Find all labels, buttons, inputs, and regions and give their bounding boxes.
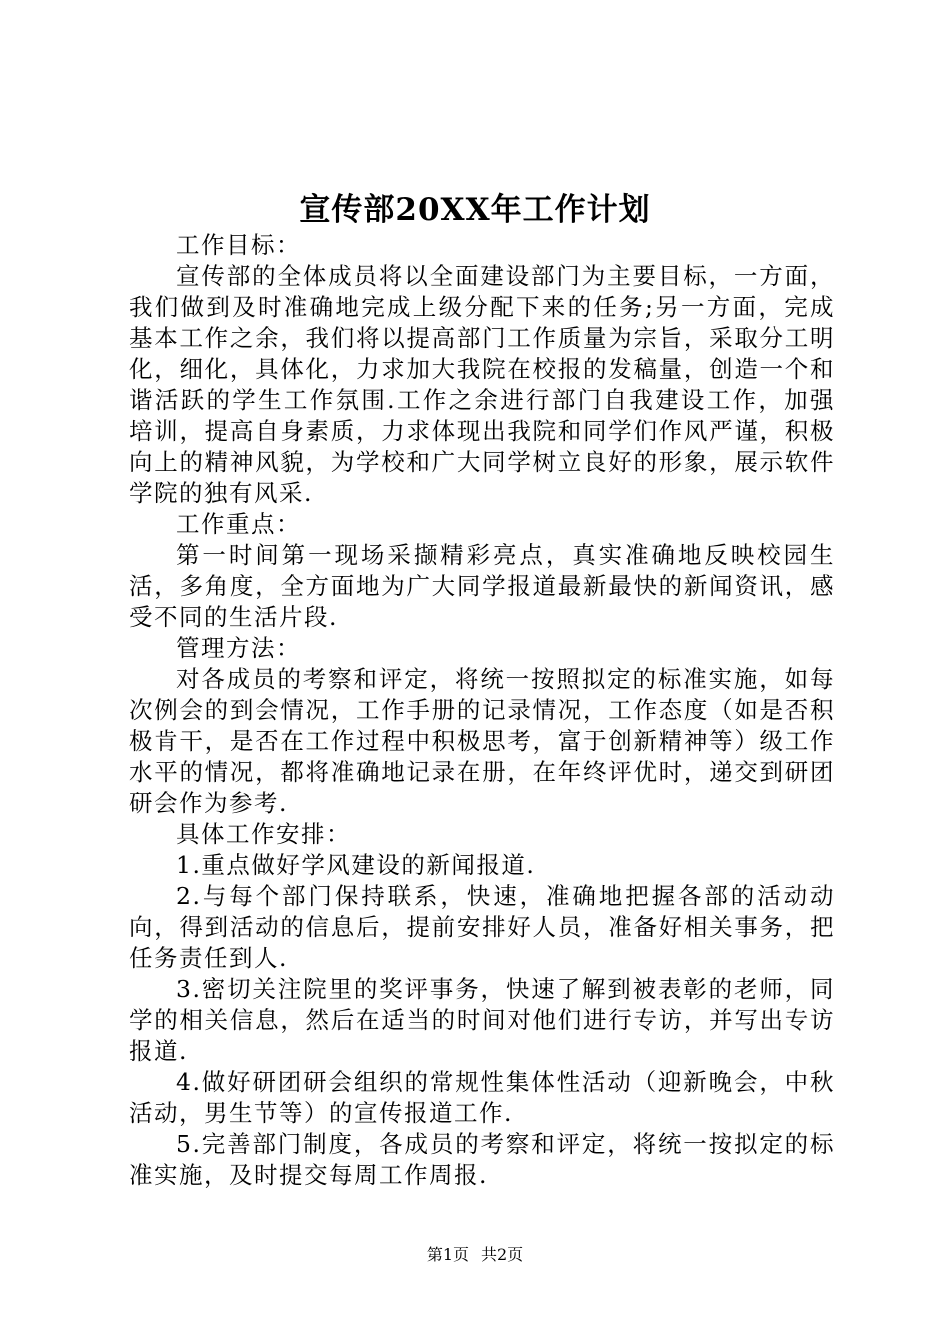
heading-management: 管理方法： [176, 634, 301, 662]
page-total: 共2页 [481, 1245, 524, 1264]
paragraph-work-goal: 宣传部的全体成员将以全面建设部门为主要目标，一方面，我们做到及时准确地完成上级分配下来的任务;另一方面，完成基本工作之余，我们将以提高部门工作质量为宗旨，采取分工明化，细化，具体化，力求加大我院在校报的发稿量，创造一个和谐活跃的学生工作氛围.工作之余进行部门自我建设工作，加强培训，提高自身素质，力求体现出我院和同学们作风严谨，积极向上的精神风貌，为学校和广大同学树立良好的形象，展示软件学院的独有风采. [129, 262, 835, 507]
page-number: 第1页 [426, 1245, 469, 1264]
heading-arrangements: 具体工作安排： [176, 820, 351, 848]
list-item-4: 4.做好研团研会组织的常规性集体性活动（迎新晚会，中秋活动，男生节等）的宣传报道工作. [129, 1068, 835, 1127]
heading-work-goal: 工作目标： [176, 231, 301, 259]
list-item-2: 2.与每个部门保持联系，快速，准确地把握各部的活动动向，得到活动的信息后，提前安排好人员，准备好相关事务，把任务责任到人. [129, 882, 835, 972]
document-title: 宣传部20XX年工作计划 [299, 192, 651, 228]
heading-work-focus: 工作重点： [176, 510, 301, 538]
document-body [129, 230, 835, 1191]
paragraph-management: 对各成员的考察和评定，将统一按照拟定的标准实施，如每次例会的到会情况，工作手册的记录情况，工作态度（如是否积极肯干，是否在工作过程中积极思考，富于创新精神等）级工作水平的情况，都将准确地记录在册，在年终评优时，递交到研团研会作为参考. [129, 665, 835, 817]
list-item-5: 5.完善部门制度，各成员的考察和评定，将统一按拟定的标准实施，及时提交每周工作周报. [129, 1130, 835, 1189]
list-item-1: 1.重点做好学风建设的新闻报道. [176, 851, 536, 879]
paragraph-work-focus: 第一时间第一现场采撷精彩亮点，真实准确地反映校园生活，多角度，全方面地为广大同学报道最新最快的新闻资讯，感受不同的生活片段. [129, 541, 835, 631]
page-footer [0, 1244, 950, 1266]
list-item-3: 3.密切关注院里的奖评事务，快速了解到被表彰的老师，同学的相关信息，然后在适当的时间对他们进行专访，并写出专访报道. [129, 975, 835, 1065]
